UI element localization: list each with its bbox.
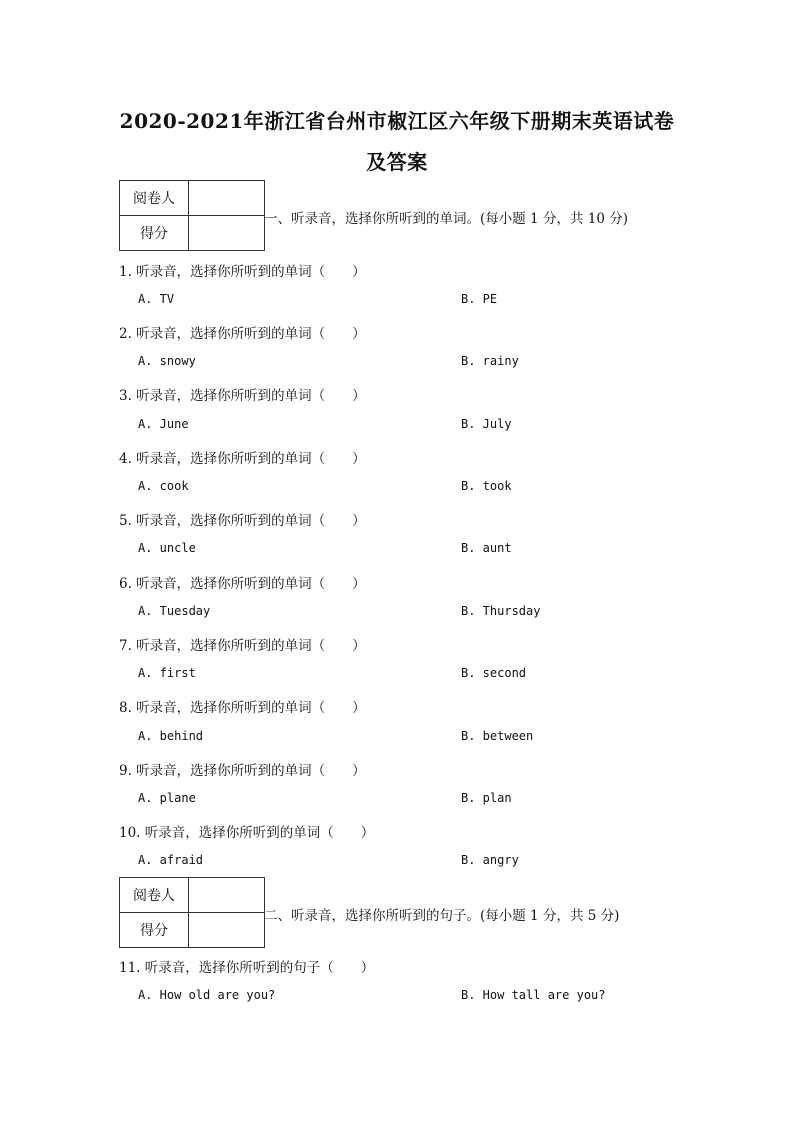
question-10-prompt: 10. 听录音，选择你所听到的单词（ ） [119, 825, 375, 841]
question-3-option-a: A. June [138, 417, 189, 431]
score-label: 得分 [120, 216, 189, 251]
question-8-option-b: B. between [461, 729, 534, 743]
question-1-option-b: B. PE [461, 292, 498, 306]
question-10-option-a: A. afraid [138, 853, 204, 867]
question-5-option-b: B. aunt [461, 541, 512, 555]
question-9-option-a: A. plane [138, 791, 196, 805]
reviewer-label: 阅卷人 [120, 878, 189, 913]
score-label: 得分 [120, 913, 189, 948]
question-7-option-b: B. second [461, 666, 527, 680]
question-11-prompt: 11. 听录音，选择你所听到的句子（ ） [119, 960, 375, 976]
question-1-prompt: 1. 听录音，选择你所听到的单词（ ） [119, 264, 366, 280]
question-5-option-a: A. uncle [138, 541, 196, 555]
question-4-option-a: A. cook [138, 479, 189, 493]
score-blank [189, 913, 265, 948]
question-6-prompt: 6. 听录音，选择你所听到的单词（ ） [119, 576, 366, 592]
score-blank [189, 216, 265, 251]
question-2-prompt: 2. 听录音，选择你所听到的单词（ ） [119, 326, 366, 342]
question-8-prompt: 8. 听录音，选择你所听到的单词（ ） [119, 700, 366, 716]
section-1-heading: 一、听录音，选择你所听到的单词。(每小题 1 分，共 10 分) [264, 211, 628, 227]
question-4-option-b: B. took [461, 479, 512, 493]
reviewer-label: 阅卷人 [120, 181, 189, 216]
reviewer-blank [189, 181, 265, 216]
question-3-prompt: 3. 听录音，选择你所听到的单词（ ） [119, 388, 366, 404]
question-6-option-b: B. Thursday [461, 604, 541, 618]
question-7-option-a: A. first [138, 666, 196, 680]
reviewer-blank [189, 878, 265, 913]
question-7-prompt: 7. 听录音，选择你所听到的单词（ ） [119, 638, 366, 654]
question-5-prompt: 5. 听录音，选择你所听到的单词（ ） [119, 513, 366, 529]
question-11-option-b: B. How tall are you? [461, 988, 606, 1002]
exam-title-line-2: 及答案 [366, 150, 428, 174]
exam-title-line-1: 2020-2021年浙江省台州市椒江区六年级下册期末英语试卷 [119, 109, 675, 133]
question-9-option-b: B. plan [461, 791, 512, 805]
question-2-option-b: B. rainy [461, 354, 519, 368]
question-10-option-b: B. angry [461, 853, 519, 867]
question-11-option-a: A. How old are you? [138, 988, 276, 1002]
score-table-section-2 [119, 877, 265, 948]
question-3-option-b: B. July [461, 417, 512, 431]
score-table-section-1 [119, 180, 265, 251]
question-9-prompt: 9. 听录音，选择你所听到的单词（ ） [119, 763, 366, 779]
question-8-option-a: A. behind [138, 729, 204, 743]
question-6-option-a: A. Tuesday [138, 604, 211, 618]
question-2-option-a: A. snowy [138, 354, 196, 368]
question-1-option-a: A. TV [138, 292, 175, 306]
question-4-prompt: 4. 听录音，选择你所听到的单词（ ） [119, 451, 366, 467]
section-2-heading: 二、听录音，选择你所听到的句子。(每小题 1 分，共 5 分) [264, 908, 620, 924]
